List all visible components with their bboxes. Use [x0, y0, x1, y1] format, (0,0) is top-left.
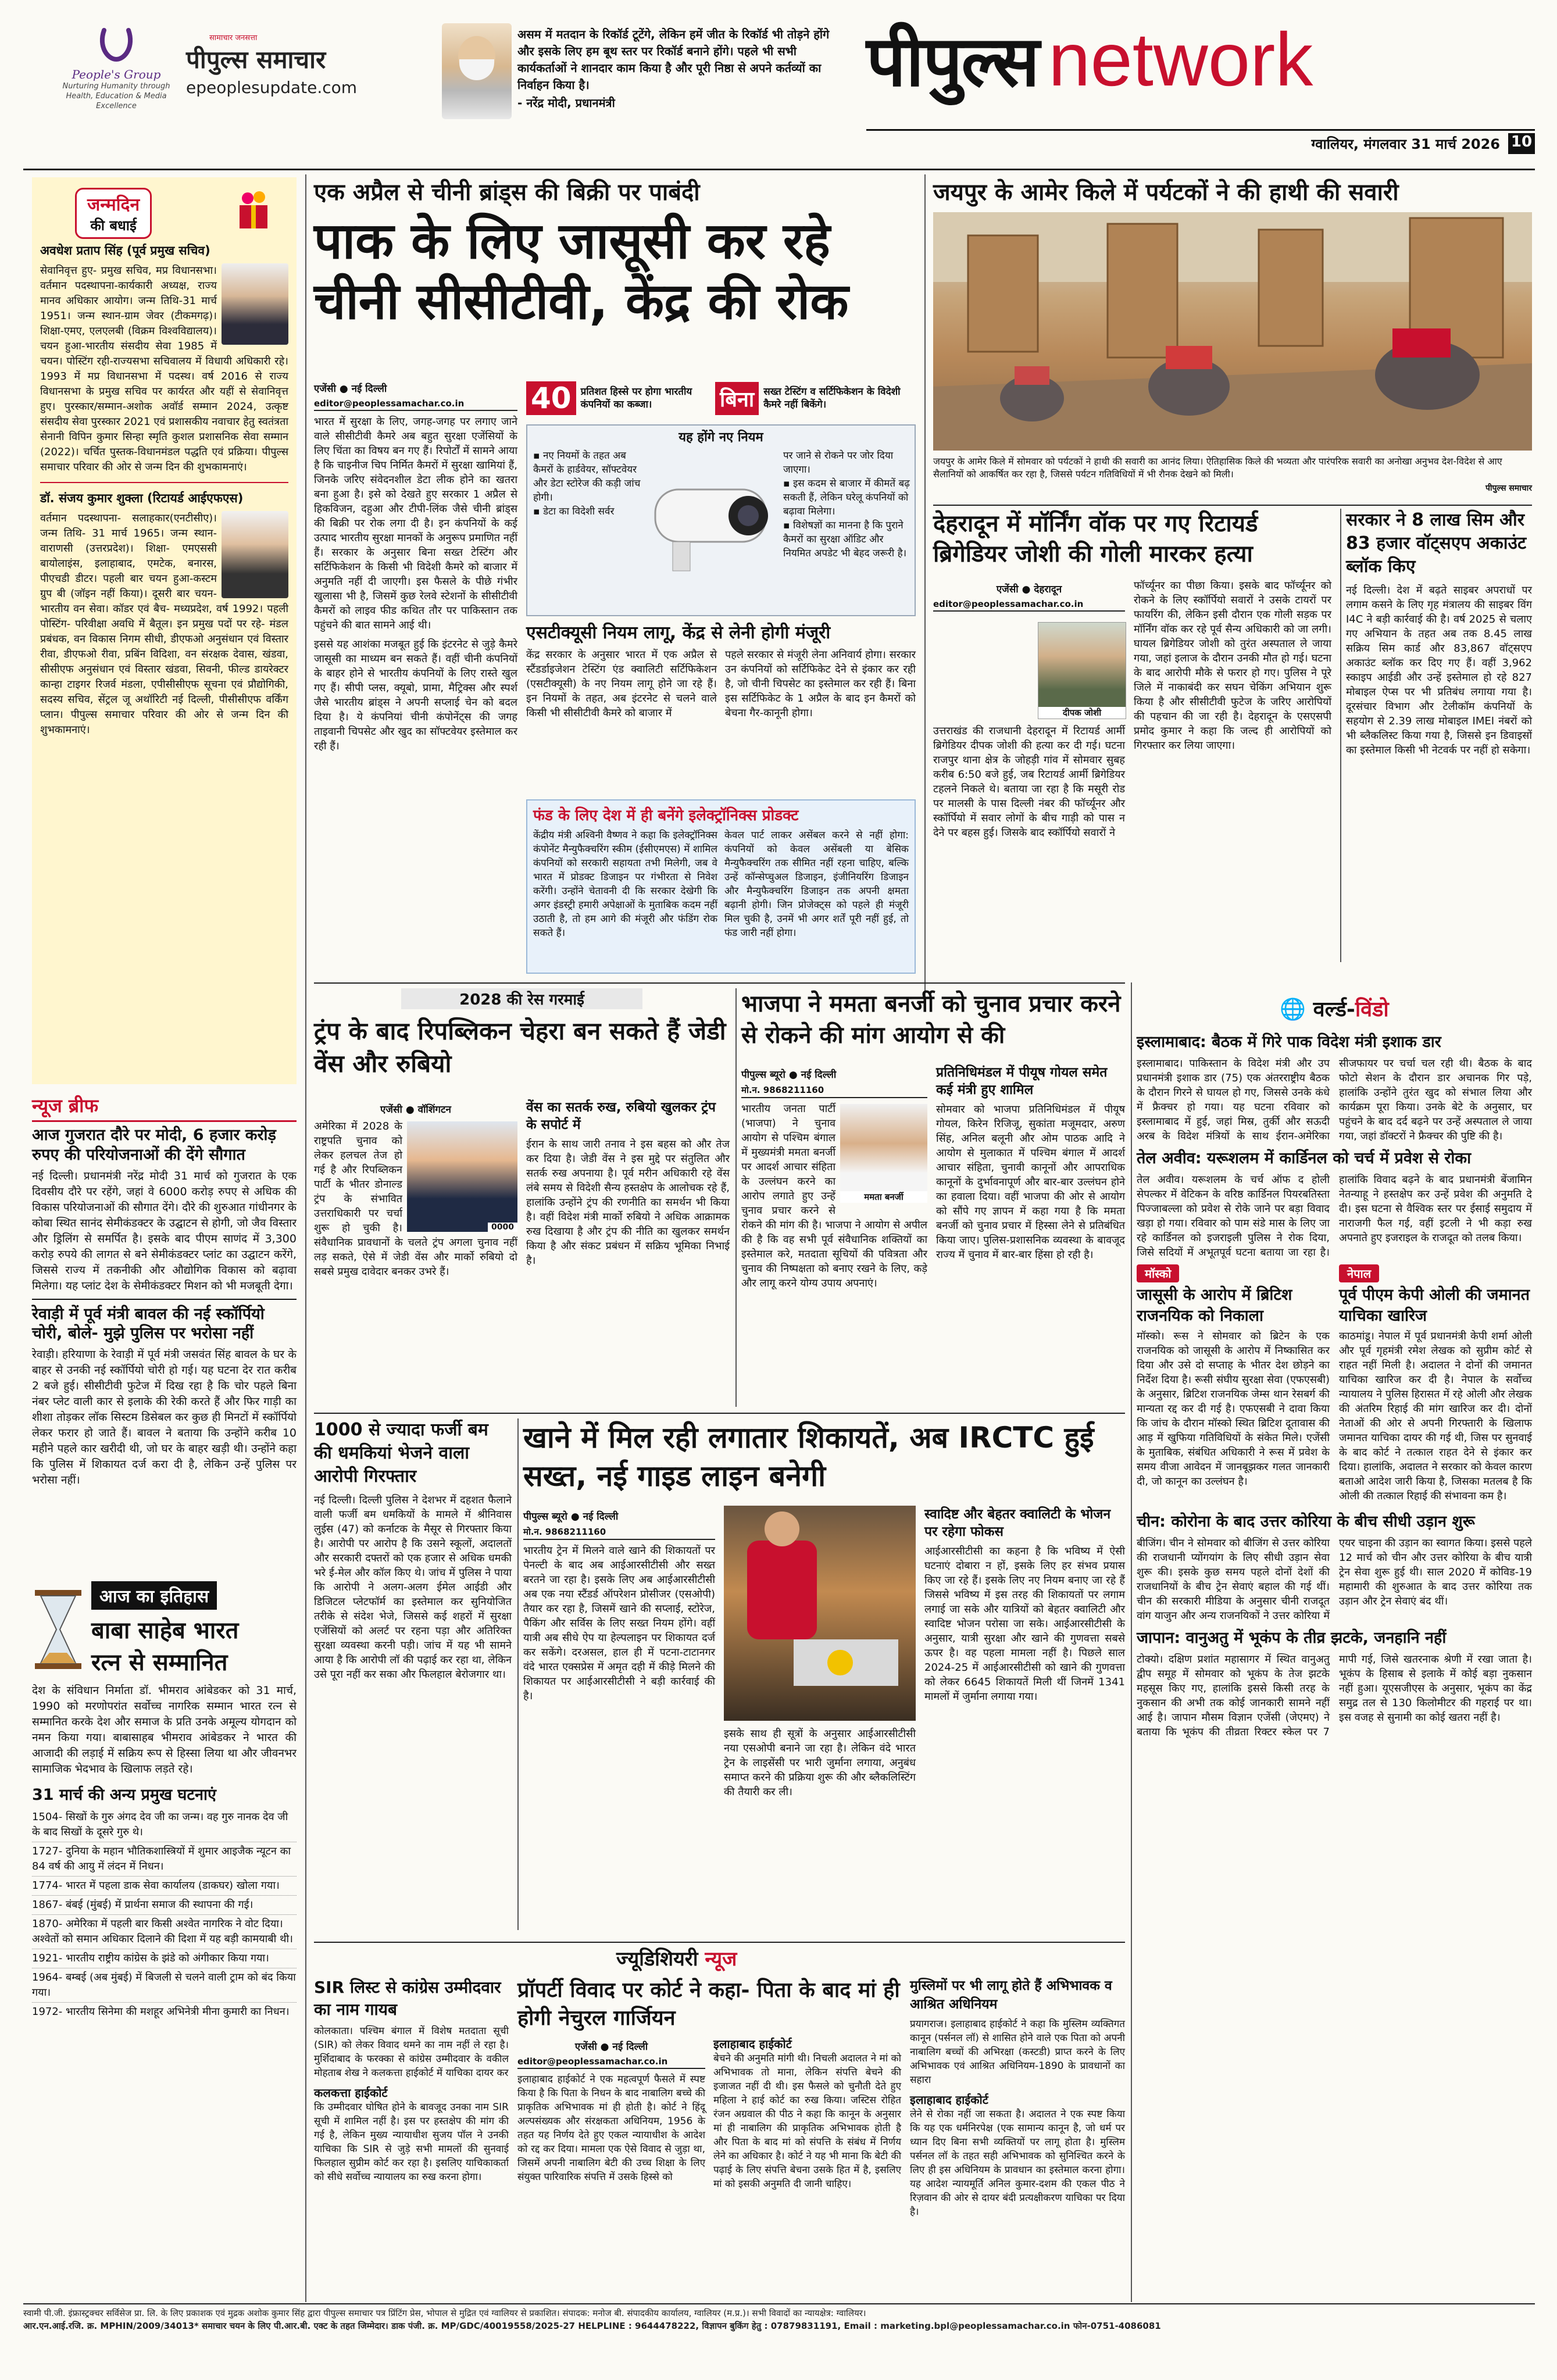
nepal-headline: पूर्व पीएम केपी ओली की जमानत याचिका खारिज [1339, 1286, 1530, 1325]
history-box [32, 1581, 297, 2296]
food-prep-photo [724, 1506, 916, 1721]
stqc-col2: पहले सरकार से मंजूरी लेना अनिवार्य होगा। सरकार उन कंपनियों को सर्टिफिकेट देने से इंकार कर रही है, जो चीनी चिपसेट का इस्तेमाल कर रही हैं। बिना इस सर्टिफिकेट के 1 अप्रैल के बाद इन कैमरों को बेचना गैर-कानूनी होगा। [725, 649, 916, 719]
group-logo [58, 23, 174, 140]
property-text-1: इलाहाबाद हाईकोर्ट ने एक महत्वपूर्ण फैसले में स्पष्ट किया है कि पिता के निधन के बाद नाबालिग बच्चे की प्राकृतिक अभिभावक मां ही होती है। कोर्ट ने हिंदू अल्पसंख्यक और संरक्षकता अधिनियम, 1956 के तहत यह निर्णय देते हुए एकल न्यायाधीश के आदेश को रद्द कर दिया। मामला एक ऐसे विवाद से जुड़ा था, जिसमें अपनी नाबालिग बेटी की उच्च शिक्षा के लिए संयुक्त पारिवारिक संपत्ति में उसके हिस्से को [517, 2074, 705, 2183]
brigadier-photo [1038, 622, 1126, 719]
amer-credit: पीपुल्स समाचार [1485, 484, 1532, 493]
stat-bina-word: बिना [715, 382, 759, 415]
sir-headline: SIR लिस्ट से कांग्रेस उम्मीदवार का नाम गायब [314, 1978, 501, 2019]
history-headline-1: बाबा साहेब भारत [91, 1617, 239, 1644]
world-rule [1131, 982, 1132, 2302]
lead-story [314, 177, 919, 759]
lead-text-col [314, 378, 517, 758]
dateline-bar [866, 129, 1535, 155]
dateline: ग्वालियर, मंगलवार 31 मार्च 2026 [1311, 136, 1500, 152]
person1-text: सेवानिवृत्त हुए- प्रमुख सचिव, मप्र विधानसभा। वर्तमान पदस्थापना-कार्यकारी अध्यक्ष, राज्य मानव अधिकार आयोग। जन्म तिथि-31 मार्च 1951। जन्म स्थान-ग्राम जेवर (टीकमगढ़)। शिक्षा-एमए, एलएलबी (विक्रम विश्वविद्यालय)। चयन हुआ-भारतीय संसदीय सेवा 1985 में चयन। पोस्टिंग रही-राज्यसभा सचिवालय में विधायी अधिकारी रहे। 1993 में मप्र विधानसभा में पदस्थ। वर्ष 2016 से राज्य विधानसभा के प्रमुख सचिव पर कार्यरत और यहीं से सेवानिवृत्त हुए। पुरस्कार/सम्मान-अशोक अवॉर्ड सम्मान 2024, उत्कृष्ट संसदीय सेवा पुरस्कार 2021 एवं प्रशासकीय नवाचार हेतु स्वतंत्रता सेनानी विपिन कुमार सिन्हा स्मृति कुशल प्रशासनिक सेवा सम्मान (2022)। चर्चित पुस्तक-विधानमंडल पद्धति एवं प्रक्रिया। पीपुल्स समाचार परिवार की ओर से जन्म दिन की शुभकामनाएं। [40, 265, 288, 473]
birthday-title [40, 185, 288, 238]
trump-subhead: वेंस का सतर्क रुख, रुबियो खुलकर ट्रंप के सपोर्ट में [526, 1100, 716, 1132]
horseshoe-logo-icon [96, 23, 137, 64]
cyber-story [1346, 509, 1532, 968]
birthday-title-2: की बधाई [90, 217, 137, 234]
news-brief-label: न्यूज ब्रीफ [32, 1093, 297, 1122]
amer-headline: जयपुर के आमेर किले में पर्यटकों ने की हाथी की सवारी [933, 179, 1399, 206]
trump-rule [735, 988, 737, 1407]
property-byline: एजेंसी ● नई दिल्ली [574, 2041, 648, 2053]
events-title: 31 मार्च की अन्य प्रमुख घटनाएं [32, 1786, 216, 1804]
judiciary-rule [314, 1942, 1125, 1943]
stat-40-text: प्रतिशत हिस्से पर होगा भारतीय कंपनियों का कब्जा। [580, 386, 692, 410]
irctc-phone: मो.न. 9868211160 [523, 1526, 715, 1540]
rules-box [526, 424, 916, 616]
mamata-story [741, 988, 1125, 1407]
person2-photo [222, 511, 288, 598]
paper-logo-small: सामाचार जनसत्ता [209, 34, 258, 42]
sir-text-1: कोलकाता। पश्चिम बंगाल में विशेष मतदाता सूची (SIR) को लेकर विवाद थमने का नाम नहीं ले रहा है। मुर्शिदाबाद के फरक्का से कांग्रेस उम्मीदवार के वकील मोहताब शेख ने कलकत्ता हाईकोर्ट में याचिका दायर कर [314, 2025, 509, 2079]
event-item: 1964- बम्बई (अब मुंबई) में बिजली से चलने वाली ट्राम को बंद किया गया। [32, 1968, 297, 2003]
trump-col1: अमेरिका में 2028 के राष्ट्रपति चुनाव को लेकर हलचल तेज हो गई है और रिपब्लिकन पार्टी के भीतर डोनाल्ड ट्रंप के संभावित उत्तराधिकारी पर चर्चा शुरू हो चुकी है। संवैधानिक प्रावधानों के चलते ट्रंप अगला चुनाव नहीं लड़ सकते, ऐसे में जेडी वेंस और मार्को रुबियो दो सबसे प्रमुख दावेदार बनकर उभरे हैं। [314, 1120, 517, 1278]
trump-headline: ट्रंप के बाद रिपब्लिकन चेहरा बन सकते हैं जेडी वेंस और रुबियो [314, 1017, 726, 1078]
paper-logo-text: पीपुल्स समाचार [186, 45, 326, 74]
fund-col2: केवल पार्ट लाकर असेंबल करने से नहीं होगा: कंपनियों को केवल असेंबली या बेसिक मैन्युफैक्चरिंग तक सीमित नहीं रहना चाहिए, बल्कि उन्हें कॉन्सेप्चुअल डिजाइन, इंजीनियरिंग डिजाइन और मैन्युफैक्चरिंग डिजाइन तक अपनी क्षमता बढ़ानी होगी। जिन प्रोजेक्ट्स को पहले ही मंजूरी मिल चुकी है, उनमें भी अगर शर्तें पूरी नहीं हुई, तो फंड जारी नहीं होगा। [724, 830, 909, 939]
tel-aviv-text: तेल अवीव। यरूशलम के चर्च ऑफ द होली सेपल्कर में वेटिकन के वरिष्ठ कार्डिनल पियरबतिस्ता पिज्जाबल्ला को प्रवेश से रोके जाने पर बड़ा विवाद खड़ा हो गया। रविवार को पाम संडे मास के लिए जा रहे कार्डिनल को इजराइली पुलिस ने रोक दिया, जिसे सदियों में अभूतपूर्व घटना बताया जा रहा है। हालांकि विवाद बढ़ने के बाद प्रधानमंत्री बेंजामिन नेतन्याहू ने हस्तक्षेप कर उन्हें प्रवेश की अनुमति दे दी। इस घटना से वैश्विक स्तर पर ईसाई समुदाय में नाराजगी फैल गई, वहीं इटली ने भी कड़ा रुख अपनाते हुए इजराइल के राजदूत को तलब किया। [1137, 1174, 1532, 1259]
event-item: 1972- भारतीय सिनेमा की मशहूर अभिनेत्री मीना कुमारी का निधन। [32, 2006, 290, 2018]
mamata-photo [840, 1104, 927, 1203]
japan-headline: जापान: वानुअतु में भूकंप के तीव्र झटके, जनहानि नहीं [1137, 1629, 1447, 1647]
lead-col1: भारत में सुरक्षा के लिए, जगह-जगह पर लगाए जाने वाले सीसीटीवी कैमरे अब बहुत सुरक्षा एजेंसियों के लिए चिंता का विषय बन गए हैं। रिपोर्टों में सामने आया है कि चाइनीज चिप निर्मित कैमरों में सुरक्षा खामियां हैं, जिनके जरिए संवेदनशील डेटा लीक होने का खतरा बना हुआ है। इसे को देखते हुए सरकार 1 अप्रैल से हिकविजन, दहुआ और टीपी-लिंक जैसे चीनी ब्रांड्स की बिक्री पर रोक लगा दी है। इन कंपनियों के कई उत्पाद भारतीय सुरक्षा मानकों के अनुरूप प्रमाणित नहीं हैं। सरकार के अनुसार बिना सख्त टेस्टिंग और सर्टिफिकेशन के किसी भी विदेशी कैमरे को बाजार में अनुमति नहीं दी जाएगी। इस फैसले के पीछे गंभीर खुलासा भी है, जिसमें कुछ रेलवे स्टेशनों के सीसीटीवी कैमरों को लाइव फीड कथित तौर पर पाकिस्तान तक पहुंचने की बात सामने आई थी। [314, 416, 517, 631]
irctc-col2: इसके साथ ही सूत्रों के अनुसार आईआरसीटीसी नया एसओपी बनाने जा रहा है। लेकिन वंदे भारत ट्रेन के लाइसेंसी पर भारी जुर्माना लगाया, अनुबंध समाप्त करने की प्रक्रिया शुरू की और ब्लैकलिस्टिंग की तैयारी कर ली। [724, 1728, 916, 1798]
event-item: 1774- भारत में पहला डाक सेवा कार्यालय (डाकघर) खोला गया। [32, 1877, 297, 1896]
irctc-subhead: स्वादिष्ट और बेहतर क्वालिटी के भोजन पर रहेगा फोकस [924, 1507, 1111, 1539]
irctc-col3: आईआरसीटीसी का कहना है कि भविष्य में ऐसी घटनाएं दोबारा न हों, इसके लिए हर संभव प्रयास किए जा रहे हैं। इसके लिए नए नियम बनाए जा रहे हैं जिससे भविष्य में इस तरह की शिकायतों पर लगाम लगाई जा सके और यात्रियों को बेहतर क्वालिटी और स्वादिष्ट भोजन परोसा जा सके। आईआरसीटीसी के अनुसार, यात्री सुरक्षा और खाने की गुणवत्ता सबसे ऊपर है। वह पहला मामला नहीं है। पिछले साल 2024-25 में आईआरसीटीसी को खाने की गुणवत्ता को लेकर 6645 शिकायतें मिली थीं जिनमें 1341 मामलों में जुर्माना लगाया गया। [924, 1545, 1125, 1703]
group-tagline: Nurturing Humanity through Health, Education & Media Excellence [62, 82, 170, 110]
brigadier-caption: दीपक जोशी [1038, 707, 1126, 719]
event-item: 1867- बंबई (मुंबई) में प्रार्थना समाज की स्थापना की गई। [32, 1896, 297, 1915]
left-column-rule [305, 174, 306, 2302]
dehradun-col1-text: उत्तराखंड की राजधानी देहरादून में रिटायर्ड आर्मी ब्रिगेडियर दीपक जोशी की हत्या कर दी गई। घटना राजपुर थाना क्षेत्र के जोहड़ी गांव में सोमवार सुबह करीब 6:50 बजे हुई, जब रिटायर्ड आर्मी ब्रिगेडियर टहलने निकले थे। बताया जा रहा है कि मसूरी रोड पर मालसी के पास दिल्ली नंबर की फॉर्च्यूनर और स्कॉर्पियो में सवार लोगों के बीच गाड़ी को पास न देने पर बहस हुई। जिसके बाद स्कॉर्पियो सवारों ने [933, 725, 1125, 839]
cyber-text: नई दिल्ली। देश में बढ़ते साइबर अपराधों पर लगाम कसने के लिए गृह मंत्रालय की साइबर विंग I4C ने बड़ी कार्रवाई की है। वर्ष 2025 से चलाए गए अभियान के तहत अब तक 8.45 लाख सक्रिय सिम कार्ड और 83,867 वॉट्सएप अकाउंट ब्लॉक कर दिए गए हैं। वहीं 3,962 स्काइप आईडी और उन्हें इस्तेमाल हो रहे 827 मोबाइल ऐप्स पर भी प्रतिबंध लगाया गया है। दूरसंचार विभाग और टेलीकॉम कंपनियों के सहयोग से 2.39 लाख मोबाइल IMEI नंबरों को भी ब्लैकलिस्ट किया गया है, जिससे इन डिवाइसों का इस्तेमाल किसी भी नेटवर्क पर नहीं हो सकेगा। [1346, 584, 1532, 756]
irctc-headline: खाने में मिल रही लगातार शिकायतें, अब IRCTC हुई सख्त, नई गाइड लाइन बनेगी [523, 1421, 1094, 1493]
irctc-story [523, 1418, 1125, 1930]
fake-bomb-headline: 1000 से ज्यादा फर्जी बम की धमकियां भेजने वाला आरोपी गिरफ्तार [314, 1420, 488, 1486]
sir-subhead: कलकत्ता हाईकोर्ट [314, 2086, 388, 2100]
trump-col2: ईरान के साथ जारी तनाव ने इस बहस को और तेज कर दिया है। जेडी वेंस ने इस मुद्दे पर संतुलित और सतर्क रुख अपनाया है। पूर्व मरीन अधिकारी रहे वेंस लंबे समय से विदेशी सैन्य हस्तक्षेप के आलोचक रहे हैं, हालांकि उन्होंने ट्रंप की रणनीति का समर्थन भी किया है। वहीं विदेश मंत्री मार्को रुबियो ने अधिक आक्रामक रुख दिखाया है और ट्रंप की नीति का खुलकर समर्थन किया है और संकट प्रबंधन में सक्रिय भूमिका निभाई है। [526, 1138, 730, 1267]
moscow-headline: जासूसी के आरोप में ब्रिटिश राजनयिक को निकाला [1137, 1286, 1292, 1325]
website-link[interactable]: epeoplesupdate.com [186, 78, 358, 97]
tel-aviv-headline: तेल अवीव: यरूशलम में कार्डिनल को चर्च में प्रवेश से रोका [1137, 1149, 1472, 1167]
brief-1-text: नई दिल्ली। प्रधानमंत्री नरेंद्र मोदी 31 मार्च को गुजरात के एक दिवसीय दौरे पर रहेंगे, जहां वे 6000 करोड़ रुपए से अधिक की विकास परियोजनाओं की सौगात देंगे। दौरे की शुरुआत गांधीनगर के कोबा स्थित सानंद सेमीकंडक्टर के उद्घाटन से होगी, जो जैव विस्तार और ड्रिलिंग से समर्पित है। इसके बाद पीएम साणंद में 3,300 करोड़ रुपये की लागत से बने सेमीकंडक्टर प्लांट का उद्घाटन करेंगे, जिससे राज्य में तकनीकी और औद्योगिक विकास को बढ़ावा मिलेगा। यह प्लांट देश के सेमीकंडक्टर मिशन को भी मजबूती देगा। [32, 1169, 297, 1292]
judiciary-section [314, 1945, 1125, 2299]
dehradun-email[interactable]: editor@peoplessamachar.co.in [933, 599, 1125, 612]
pm-photo [442, 23, 512, 119]
stat-bina-text: सख्त टेस्टिंग व सर्टिफिकेशन के विदेशी कैमरे नहीं बिकेंगे। [763, 386, 901, 410]
muslim-story [910, 1977, 1125, 2224]
lead-headline: पाक के लिए जासूसी कर रहे चीनी सीसीटीवी, केंद्र की रोक [314, 212, 849, 331]
center-column-rule [924, 174, 926, 1012]
stat-bina [715, 378, 916, 419]
dehradun-headline: देहरादून में मॉर्निंग वॉक पर गए रिटायर्ड ब्रिगेडियर जोशी की गोली मारकर हत्या [933, 510, 1258, 567]
masthead [0, 0, 1557, 174]
rule-item: ▪ नए नियमों के तहत अब कैमरों के हार्डवेयर, सॉफ्टवेयर और डेटा स्टोरेज की कड़ी जांच होगी। [533, 450, 641, 503]
group-name: People's Group [72, 67, 161, 81]
event-item: 1727- दुनिया के महान भौतिकशास्त्रियों में शुमार आइजैक न्यूटन का 84 वर्ष की आयु में लंदन में निधन। [32, 1842, 297, 1877]
dehradun-story [933, 509, 1334, 968]
sir-text-2: कि उम्मीदवार घोषित होने के बावजूद उनका नाम SIR सूची में शामिल नहीं है। इस पर हस्तक्षेप की मांग की गई है, लेकिन मुख्य न्यायाधीश सुजय पॉल ने उनकी याचिका कि SIR से जुड़े सभी मामलों की सुनवाई फिलहाल सुप्रीम कोर्ट कर रहा है। इसलिए याचिकाकर्ता को सीधे सर्वोच्च न्यायालय का रुख करना होगा। [314, 2102, 509, 2183]
nepal-text: काठमांडू। नेपाल में पूर्व प्रधानमंत्री केपी शर्मा ओली और पूर्व गृहमंत्री रमेश लेखक को सुप्रीम कोर्ट से राहत नहीं मिली है। अदालत ने दोनों की जमानत याचिका खारिज कर दी है। नेपाल के सर्वोच्च न्यायालय ने पुलिस हिरासत में रहे ओली और लेखक की अंतरिम रिहाई की मांग खारिज कर दी। दोनों नेताओं की ओर से अपनी गिरफ्तारी के खिलाफ जमानत याचिका दायर की गई थी, जिस पर सुनवाई के बाद कोर्ट ने तत्काल राहत देने से इंकार कर दिया। हालांकि, अदालत ने सरकार को केवल कारण बताओ आदेश जारी किया है, जिसका मतलब है कि ओली की तत्काल रिहाई की संभावना कम है। [1339, 1330, 1532, 1502]
muslim-text-2: लेने से रोका नहीं जा सकता है। अदालत ने एक स्पष्ट किया कि यह एक धर्मनिरपेक्ष (एक सामान्य कानून है, जो धर्म पर ध्यान दिए बिना सभी व्यक्तियों पर लागू होता है। मुस्लिम पर्सनल लॉ के तहत सही अभिभावक को सुनिश्चित करने के लिए ही इस अधिनियम के प्रावधान का इस्तेमाल करना होगा। यह आदेश न्यायमूर्ति अनिल कुमार-दशम की एकल पीठ ने रिज़वान की ओर से दायर बंदी प्रत्यक्षीकरण याचिका पर दिया है। [910, 2109, 1125, 2218]
page-number: 10 [1508, 133, 1535, 154]
title-english: network [1048, 17, 1313, 102]
birthday-title-1: जन्मदिन [87, 195, 140, 215]
stat-40-number: 40 [526, 381, 576, 415]
footer-line-1: स्वामी पी.जी. इंफ्रास्ट्रक्चर सर्विसेज प्रा. लि. के लिए प्रकाशक एवं मुद्रक अशोक कुमार सिंह द्वारा पीपुल्स समाचार पत्र प्रिंटिंग प्रेस, भोपाल से मुद्रित एवं ग्वालियर से प्रकाशित। संपादक: मनोज बी. संपादकीय कार्यालय, ग्वालियर (म.प्र.)। सभी विवादों का न्यायक्षेत्र: ग्वालियर। [23, 2308, 866, 2318]
rule-item: पर जाने से रोकने पर जोर दिया जाएगा। [783, 450, 894, 476]
fund-box [526, 799, 916, 974]
event-item: 1921- भारतीय राष्ट्रीय कांग्रेस के झंडे को अंगीकार किया गया। [32, 1949, 297, 1968]
property-email[interactable]: editor@peoplessamachar.co.in [517, 2056, 705, 2069]
world-window [1137, 988, 1532, 2296]
amer-story [933, 177, 1532, 503]
moscow-text: मॉस्को। रूस ने सोमवार को ब्रिटेन के एक राजनयिक को जासूसी के आरोप में निष्कासित कर दिया और उसे दो सप्ताह के भीतर देश छोड़ने का निर्देश दिया है। रूसी संघीय सुरक्षा सेवा (एफएसबी) के अनुसार, ब्रिटिश राजनयिक जेम्स थान रेसबर्ग की मान्यता रद्द कर दी गई है। एफएसबी ने दावा किया कि जांच के दौरान मॉस्को स्थित ब्रिटिश दूतावास की आड़ में खुफिया गतिविधियों के संकेत मिले। एजेंसी के मुताबिक, संबंधित अधिकारी ने रूस में प्रवेश के समय वीजा आवेदन में जानबूझकर गलत जानकारी दी, जो कानून का उल्लंघन है। [1137, 1330, 1330, 1488]
amer-caption: जयपुर के आमेर किले में सोमवार को पर्यटकों ने हाथी की सवारी का आनंद लिया। ऐतिहासिक किले की भव्यता और पारंपरिक सवारी का अनोखा अनुभव देश-विदेश से आए सैलानियों को आकर्षित कर रहा है, जिससे पर्यटन गतिविधियों में भी रौनक देखने को मिली। [933, 456, 1502, 480]
judiciary-label: ज्यूडिशियरी न्यूज [616, 1947, 737, 1971]
events-list [32, 1808, 297, 2021]
muslim-text-1: प्रयागराज। इलाहाबाद हाईकोर्ट ने कहा कि मुस्लिम व्यक्तिगत कानून (पर्सनल लॉ) से शासित होने वाले एक पिता को अपनी नाबालिग बच्चों की अभिरक्षा (कस्टडी) प्राप्त करने के लिए अभिभावक एवं आश्रित अधिनियम-1890 के प्रावधानों का सहारा [910, 2018, 1125, 2086]
trump-byline: एजेंसी ● वॉशिंगटन [380, 1104, 451, 1116]
lead-email[interactable]: editor@peoplessamachar.co.in [314, 398, 517, 411]
dehradun-rule [1340, 509, 1341, 962]
pm-quote [517, 26, 843, 112]
stqc-substory [526, 622, 916, 725]
nepal-label: नेपाल [1339, 1264, 1379, 1282]
muslim-subhead: इलाहाबाद हाईकोर्ट [910, 2093, 988, 2107]
birthday-box [32, 177, 297, 1084]
amer-rule [933, 505, 1532, 506]
brief-1-headline: आज गुजरात दौरे पर मोदी, 6 हजार करोड़ रुपए की परियोजनाओं की देंगे सौगात [32, 1126, 276, 1164]
person2-text: वर्तमान पदस्थापना- सलाहकार(एनटीसीए)। जन्म तिथि- 31 मार्च 1965। जन्म स्थान- वाराणसी (उत्तरप्रदेश)। शिक्षा- एमएससी बायोलाइंस, इलाहाबाद, एमटेक, बनारस, पीएचडी डीटर। पहली बार चयन हुआ-कस्टम ग्रुप बी (जॉइन नहीं किया)। दूसरी बार चयन- भारतीय वन सेवा। कॉडर एवं बैच- मध्यप्रदेश, वर्ष 1992। पहली पोस्टिंग- परिवीक्षा अवधि में बैतूल। इन प्रमुख पदों पर रहे- मंडल प्रबंधक, वन विकास निगम सीधी, डीएफओ अनुसंधान एवं विस्तार रीवा, डीएफओ रीवा, प्रबिंन विदिशा, वन संरक्षक देवास, खंडवा, सीसीएफ अनुसंधान एवं विस्तार खंडवा, सिवनी, फील्ड डायरेक्टर कान्हा टाइगर रिजर्व मंडला, एपीसीसीएफ सूचना एवं प्रौद्योगिकी, सदस्य सचिव, सेंट्रल जू अथॉरिटी नई दिल्ली, पीसीसीएफ वर्किंग प्लान। पीपुल्स समाचार परिवार की ओर से जन्म दिन की शुभकामनाएं। [40, 512, 288, 736]
bomb-rule [517, 1418, 519, 1930]
brief-2-text: रेवाड़ी। हरियाणा के रेवाड़ी में पूर्व मंत्री जसवंत सिंह बावल के घर के बाहर से उनकी नई स्कॉर्पियो चोरी हो गई। यह घटना देर रात करीब 2 बजे हुई। सीसीटीवी फुटेज में दिख रहा है कि चोर पहले बिना नंबर प्लेट वाली कार से इलाके की रेकी करते हैं और फिर गाड़ी का शीशा तोड़कर लॉक सिस्टम डिसेबल कर कुछ ही मिनटों में स्कॉर्पियो लेकर फरार हो जाते हैं। बावल ने बताया कि उन्होंने करीब 10 महीने पहले कार खरीदी थी, जो घर के बाहर खड़ी थी। उन्होंने कहा कि पुलिस में शिकायत दर्ज करा दी है, लेकिन उन्हें पुलिस पर भरोसा नहीं। [32, 1348, 297, 1486]
cyber-headline: सरकार ने 8 लाख सिम और 83 हजार वॉट्सएप अकाउंट ब्लॉक किए [1346, 510, 1527, 577]
property-story [517, 1977, 901, 2196]
sir-story [314, 1977, 509, 2189]
network-title [866, 12, 1535, 145]
person1-photo [222, 263, 288, 345]
rule-item: ▪ इस कदम से बाजार में कीमतें बढ़ सकती हैं, लेकिन घरेलू कंपनियों को बढ़ावा मिलेगा। [783, 478, 910, 517]
footer-rule [23, 2303, 1535, 2304]
lead-col2: इससे यह आशंका मजबूत हुई कि इंटरनेट से जुड़े कैमरे जासूसी का माध्यम बन सकते हैं। वहीं चीनी कंपनियों के बाहर होने से भारतीय कंपनियों के लिए रास्ते खुल गए हैं। सीपी प्लस, क्यूबो, प्रामा, मैट्रिक्स और स्पर्श जैसे भारतीय ब्रांड्स ने अपनी सप्लाई चेन को बदल दिया है। ये कंपनियां चीनी कंपोनेंट्स की जगह ताइवानी चिपसेट और खुद का सॉफ्टवेयर इस्तेमाल कर रही हैं। [314, 638, 517, 752]
fake-bomb-story [314, 1418, 512, 1936]
footer [23, 2307, 1535, 2371]
person2-name: डॉ. संजय कुमार शुक्ला (रिटायर्ड आईएफएस) [40, 491, 244, 505]
news-brief [32, 1093, 297, 1575]
mamata-col2: सोमवार को भाजपा प्रतिनिधिमंडल में पीयूष गोयल, किरेन रिजिजू, सुकांता मजूमदार, अरुण सिंह, अनिल बलूनी और ओम पाठक आदि ने आयोग से मुलाकात में पश्चिम बंगाल में आदर्श आचार संहिता, चुनावी कानूनों और आपराधिक कानूनों के दुर्भावनापूर्ण और बार-बार उल्लंघन होने का हवाला दिया। वहीं भाजपा की ओर से आयोग को सौंपे गए ज्ञापन में कहा गया है कि ममता बनर्जी को चुनाव प्रचार में हिस्सा लेने से प्रतिबंधित किया जाए। पुलिस-प्रशासनिक व्यवस्था के बावजूद राज्य में चुनाव में बार-बार हिंसा हो रही है। [936, 1103, 1125, 1261]
rule-item: ▪ विशेषज्ञों का मानना है कि पुराने कैमरों का सुरक्षा ऑडिट और नियमित अपडेट भी बेहद जरूरी है। [783, 520, 907, 559]
islamabad-headline: इस्लामाबाद: बैठक में गिरे पाक विदेश मंत्री इशाक डार [1137, 1033, 1441, 1051]
muslim-headline: मुस्लिमों पर भी लागू होते हैं अभिभावक व आश्रित अधिनियम [910, 1978, 1112, 2012]
stat-40 [526, 378, 712, 419]
mamata-photo-caption: ममता बनर्जी [840, 1191, 927, 1203]
stqc-col1: केंद्र सरकार के अनुसार भारत में एक अप्रैल से स्टैंडर्डाइजेशन टेस्टिंग एंड क्वालिटी सर्टिफिकेशन (एसटीक्यूसी) के नए नियम लागू होने जा रहे हैं। इन नियमों के तहत, अब इंटरनेट से चलने वाले किसी भी सीसीटीवी कैमरे को बाजार में [526, 649, 717, 719]
trump-story [314, 988, 730, 1407]
trump-photo-label: 0000 [488, 1223, 517, 1232]
mamata-subhead: प्रतिनिधिमंडल में पीयूष गोयल समेत कई मंत्री हुए शामिल [936, 1065, 1108, 1098]
history-headline-2: रत्न से सम्मानित [91, 1649, 228, 1676]
world-label: 🌐 वर्ल्ड-विंडो [1280, 998, 1389, 1021]
japan-text: टोक्यो। दक्षिण प्रशांत महासागर में स्थित वानुअतु द्वीप समूह में सोमवार को भूकंप के तेज झटके महसूस किए गए, हालांकि इससे किसी तरह के नुकसान की अभी तक कोई जानकारी सामने नहीं आई है। जापान मौसम विज्ञान एजेंसी (जेएमए) ने बताया कि भूकंप की तीव्रता रिक्टर स्केल पर 7 मापी गई, जिसे खतरनाक श्रेणी में रखा जाता है। भूकंप के हिसाब से इलाके में कोई बड़ा नुकसान नहीं हुआ। यूएसजीएस के अनुसार, भूकंप का केंद्र समुद्र तल से 130 किलोमीटर की गहराई पर था। इस वजह से सुनामी का कोई खतरा नहीं है। [1137, 1653, 1532, 1738]
paper-logo [186, 32, 407, 97]
islamabad-text: इस्लामाबाद। पाकिस्तान के विदेश मंत्री और उप प्रधानमंत्री इशाक डार (75) एक अंतरराष्ट्रीय बैठक के दौरान गिरने से घायल हो गए, जिससे उनके कंधे में फ्रैक्चर हो गया। यह घटना रविवार को इस्लामाबाद में हुई, जहां मिस्र, तुर्की और सऊदी अरब के विदेश मंत्रियों के साथ ईरान-अमेरिका सीजफायर पर चर्चा चल रही थी। बैठक के बाद फोटो सेशन के दौरान डार अचानक गिर पड़े, हालांकि उन्होंने तुरंत खुद को संभाल लिया और कार्यक्रम पूरा किया। उनके बेटे के अनुसार, घर पहुंचने के बाद दर्द बढ़ने पर उन्हें अस्पताल ले जाया गया, जहां डॉक्टरों ने फ्रैक्चर की पुष्टि की है। [1137, 1057, 1532, 1142]
cctv-camera-illustration [638, 460, 783, 577]
person1-name: अवधेश प्रताप सिंह (पूर्व प्रमुख सचिव) [40, 244, 210, 258]
mid-rule [314, 982, 1125, 984]
mamata-byline: पीपुल्स ब्यूरो ● नई दिल्ली [741, 1069, 837, 1081]
dehradun-col2: फॉर्च्यूनर का पीछा किया। इसके बाद फॉर्च्यूनर को रोकने के लिए स्कॉर्पियो सवारों ने उसके टायरों पर फायरिंग की, लेकिन इसी दौरान एक गोली सड़क पर मॉर्निंग वॉक कर रहे पूर्व सैन्य अधिकारी को जा लगी। घायल ब्रिगेडियर जोशी को तुरंत अस्पताल ले जाया गया, जहां इलाज के दौरान उनकी मौत हो गई। घटना के बाद आरोपी मौके से फरार हो गए। पुलिस ने पूरे जिले में नाकाबंदी कर सघन चेकिंग अभियान शुरू किया है और सीसीटीवी फुटेज के जरिए आरोपियों की पहचान की जा रही है। देहरादून के एसएसपी प्रमोद कुमार ने कहा कि जल्द ही आरोपियों को गिरफ्तार कर लिया जाएगा। [1134, 580, 1331, 752]
footer-line-2: आर.एन.आई.रजि. क्र. MPHIN/2009/34013* समाचार चयन के लिए पी.आर.बी. एक्ट के तहत जिम्मेदार। डाक पंजी. क्र. MP/GDC/40019558/2025-27 HELPLINE : 9644478222, विज्ञापन बुकिंग हेतु : 07879831191, Email : marketing.bpl@peoplessamachar.co.in फोन-0751-4086081 [23, 2321, 1161, 2331]
rules-title: यह होंगे नए नियम [678, 430, 763, 445]
dehradun-byline: एजेंसी ● देहरादून [996, 584, 1062, 595]
property-text-2: बेचने की अनुमति मांगी थी। निचली अदालत ने मां को अभिभावक तो माना, लेकिन संपत्ति बेचने की इजाजत नहीं दी थी। इस फैसले को चुनौती देते हुए महिला ने हाई कोर्ट का रुख किया। जस्टिस रोहित रंजन अग्रवाल की पीठ ने कहा कि कानून के अनुसार मां ही नाबालिग की प्राकृतिक अभिभावक होती है और पिता के बाद मां को संपत्ति के संबंध में निर्णय लेने का अधिकार है। कोर्ट ने यह भी माना कि बेटी की पढ़ाई के लिए संपत्ति बेचना उसके हित में है, इसलिए मां को इसकी अनुमति दी जानी चाहिए। [713, 2053, 901, 2190]
history-label: आज का इतिहास [91, 1581, 217, 1610]
fake-bomb-text: नई दिल्ली। दिल्ली पुलिस ने देशभर में दहशत फैलाने वाली फर्जी बम धमकियों के मामले में श्रीनिवास लुईस (47) को कर्नाटक के मैसूर से गिरफ्तार किया है। आरोपी पर आरोप है कि उसने स्कूलों, अदालतों और सरकारी दफ्तरों को एक हजार से अधिक धमकी भरे ई-मेल और कॉल किए थे। जांच में पुलिस ने पाया कि आरोपी ने अलग-अलग ईमेल आईडी और डिजिटल प्लेटफॉर्म का इस्तेमाल कर सुनियोजित तरीके से संदेश भेजे, जिससे कई शहरों में सुरक्षा एजेंसियों को अलर्ट पर रहना पड़ा और अतिरिक्त सुरक्षा व्यवस्था करनी पड़ी। जांच में यह भी सामने आया है कि आरोपी लॉ की पढ़ाई कर रहा था, लेकिन उसे पूरा नहीं कर सका और फिलहाल बेरोजगार था। [314, 1494, 512, 1681]
gift-icon [236, 189, 271, 230]
mamata-col1: भारतीय जनता पार्टी (भाजपा) ने चुनाव आयोग से पश्चिम बंगाल में मुख्यमंत्री ममता बनर्जी पर आदर्श आचार संहिता के उल्लंघन करने का आरोप लगाते हुए उन्हें चुनाव प्रचार करने से रोकने की मांग की है। भाजपा ने आयोग से अपील की है कि वह सभी पूर्व संवैधानिक शक्तियों का इस्तेमाल करे, मतदाता सूचियों की पवित्रता और चुनाव की निष्पक्षता को बनाए रखने के लिए, कड़े और लागू करने योग्य उपाय अपनाएं। [741, 1103, 927, 1289]
mamata-phone: मो.न. 9868211160 [741, 1084, 927, 1098]
rule-item: ▪ डेटा का विदेशी सर्वर [533, 506, 615, 517]
title-hindi: पीपुल्स [866, 22, 1039, 102]
beijing-text: बीजिंग। चीन ने सोमवार को बीजिंग से उत्तर कोरिया की राजधानी प्योंगयांग के लिए सीधी उड़ान सेवा शुरू की। इसके कुछ समय पहले दोनों देशों की राजधानियों के बीच ट्रेन सेवाएं बहाल की गई थीं। चीन की सरकारी मीडिया के अनुसार चीनी राजदूत वांग याजुन और अन्य राजनयिकों ने उत्तर कोरिया में एयर चाइना की उड़ान का स्वागत किया। इससे पहले 12 मार्च को चीन और उत्तर कोरिया के बीच यात्री ट्रेन सेवा शुरू हुई थी। साल 2020 में कोविड-19 महामारी की शुरुआत के बाद उत्तर कोरिया तक उड़ान और ट्रेन सेवाएं बंद थीं। [1137, 1537, 1532, 1622]
mamata-headline: भाजपा ने ममता बनर्जी को चुनाव प्रचार करने से रोकने की मांग आयोग से की [741, 991, 1121, 1049]
fund-title: फंड के लिए देश में ही बनेंगे इलेक्ट्रॉनिक्स प्रोडक्ट [533, 807, 799, 824]
event-item: 1504- सिखों के गुरु अंगद देव जी का जन्म। वह गुरु नानक देव जी के बाद सिखों के दूसरे गुरु थे। [32, 1808, 297, 1842]
property-headline: प्रॉपर्टी विवाद पर कोर्ट ने कहा- पिता के बाद मां ही होगी नेचुरल गार्जियन [517, 1978, 900, 2030]
brief-2-headline: रेवाड़ी में पूर्व मंत्री बावल की नई स्कॉर्पियो चोरी, बोले- मुझे पुलिस पर भरोसा नहीं [32, 1305, 265, 1343]
globe-icon: 🌐 [1280, 998, 1306, 1021]
elephant-ride-photo [933, 212, 1532, 451]
quote-text: असम में मतदान के रिकॉर्ड टूटेंगे, लेकिन हमें जीत के रिकॉर्ड भी तोड़ने होंगे और इसके लिए हम बूथ स्तर पर रिकॉर्ड बनाने होंगे। पहले भी सभी कार्यकर्ताओं ने शानदार काम किया है और पूरी निष्ठा से अपने कर्तव्यों का निर्वाहन किया है। [517, 27, 830, 92]
lead-byline: एजेंसी ● नई दिल्ली [314, 383, 387, 395]
trump-photo [407, 1121, 517, 1232]
fund-col1: केंद्रीय मंत्री अश्विनी वैष्णव ने कहा कि इलेक्ट्रॉनिक्स कंपोनेंट मैन्युफैक्चरिंग स्कीम (ईसीएमएस) में शामिल कंपनियों को सरकारी सहायता तभी मिलेगी, जब वे भारत में प्रोडक्ट डिजाइन पर गंभीरता से निवेश करेंगी। उन्होंने चेतावनी दी कि सरकार देखेगी कि अगर इंडस्ट्री हमारी अपेक्षाओं के मुताबिक कदम नहीं उठाती है, तो हम आगे की मंजूरी और फंडिंग रोक सकते हैं। [533, 830, 717, 939]
lead-kicker: एक अप्रैल से चीनी ब्रांड्स की बिक्री पर पाबंदी [314, 179, 700, 206]
irctc-col1: भारतीय ट्रेन में मिलने वाले खाने की शिकायतों पर पेनल्टी के बाद अब आईआरसीटीसी और सख्त बरतने जा रहा है। इसके लिए अब आईआरसीटीसी अब एक नया स्टैंडर्ड ऑपरेशन प्रोसीजर (एसओपी) तैयार कर रहा है, जिसमें खाने की सप्लाई, स्टोरेज, पैकिंग और सर्विस के लिए सख्त नियम होंगे। वहीं यात्री अब सीधे ऐप या हेल्पलाइन पर शिकायत दर्ज कर सकेंगे। दरअसल, हाल ही में पटना-टाटानगर वंदे भारत एक्सप्रेस में अमृत दही में कीड़े मिलने की शिकायत पर आईआरसीटीसी ने बड़ी कार्रवाई की है। [523, 1545, 715, 1702]
irctc-byline: पीपुल्स ब्यूरो ● नई दिल्ली [523, 1511, 619, 1523]
moscow-label: मॉस्को [1137, 1264, 1179, 1282]
property-subhead: इलाहाबाद हाईकोर्ट [713, 2037, 792, 2051]
lower-rule [314, 1413, 1125, 1414]
quote-author: - नरेंद्र मोदी, प्रधानमंत्री [517, 96, 615, 110]
masthead-rule [23, 169, 1535, 170]
trump-kicker: 2028 की रेस गरमाई [401, 988, 642, 1009]
stqc-headline: एसटीक्यूसी नियम लागू, केंद्र से लेनी होगी मंजूरी [526, 623, 831, 643]
event-item: 1870- अमेरिका में पहली बार किसी अश्वेत नागरिक ने वोट दिया। अश्वेतों को समान अधिकार दिलाने की दिशा में यह बड़ी कामयाबी थी। [32, 1915, 297, 1949]
history-intro: देश के संविधान निर्माता डॉ. भीमराव आंबेडकर को 31 मार्च, 1990 को मरणोपरांत सर्वोच्च नागरिक सम्मान भारत रत्न से सम्मानित करके देश और समाज के प्रति उनके अमूल्य योगदान को नमन किया गया। बाबासाहब भीमराव आंबेडकर ने भारत की आजादी की लड़ाई में सक्रिय रूप से हिस्सा लिया था और जीवनभर सामाजिक भेदभाव के खिलाफ लड़ते रहे। [32, 1684, 297, 1775]
beijing-headline: चीन: कोरोना के बाद उत्तर कोरिया के बीच सीधी उड़ान शुरू [1137, 1513, 1475, 1531]
hourglass-icon [32, 1589, 84, 1670]
